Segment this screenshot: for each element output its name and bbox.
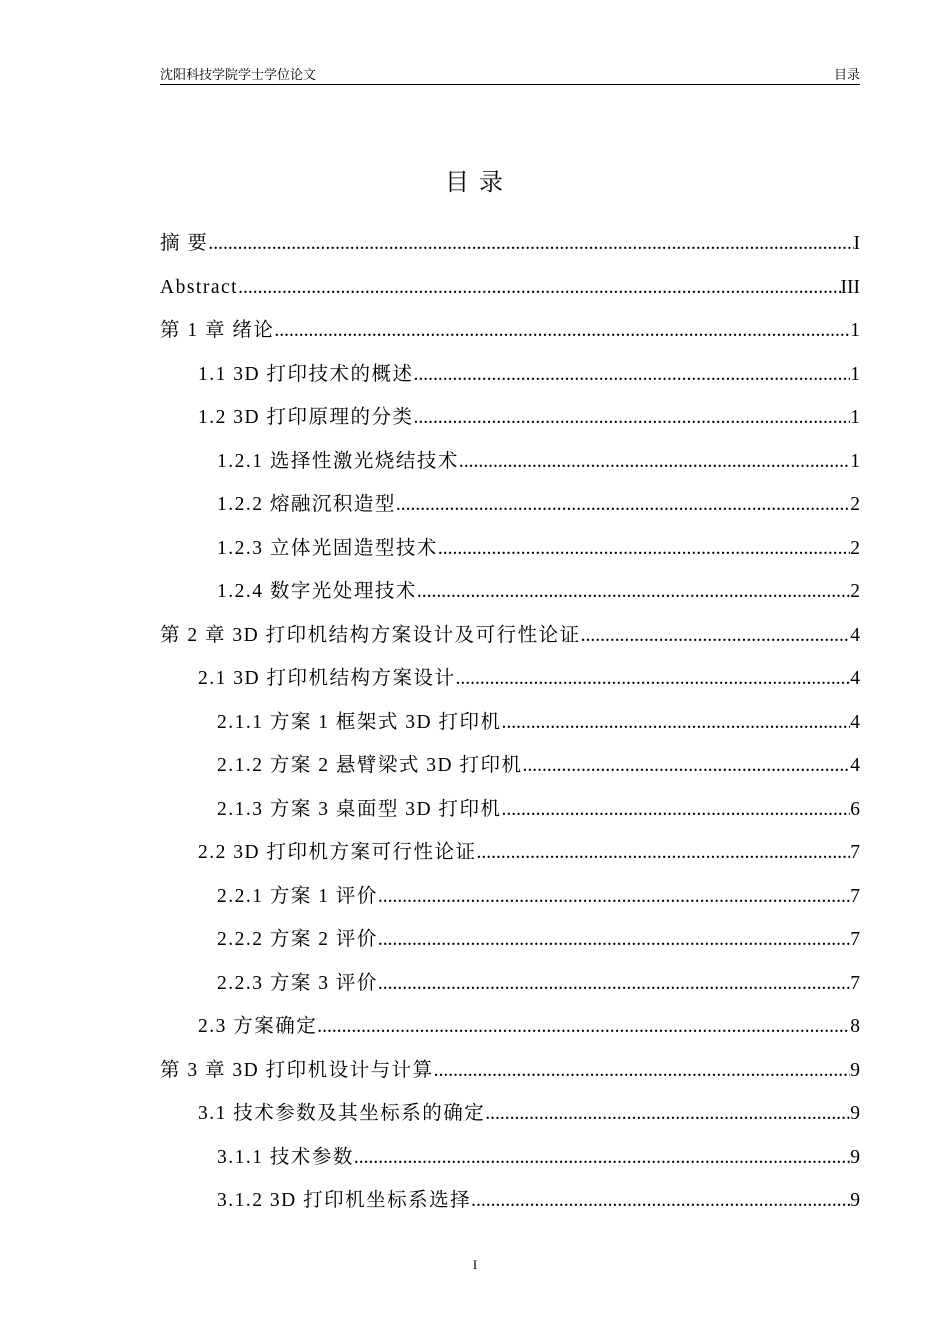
toc-entry-page: 4 (850, 711, 860, 733)
toc-entry-title: 2.3 方案确定 (198, 1016, 318, 1037)
toc-entry-page: 7 (850, 972, 860, 994)
toc-entry-page: 1 (850, 450, 860, 472)
toc-entry-page: 1 (850, 320, 860, 341)
toc-entry-title: 第 3 章 3D 打印机设计与计算 (160, 1059, 434, 1081)
toc-entry[interactable] (160, 918, 860, 962)
toc-entry[interactable] (160, 788, 860, 832)
toc-entry-title: 摘 要 (160, 233, 209, 254)
table-of-contents (160, 222, 860, 1223)
toc-leader-dots (485, 1092, 850, 1136)
toc-entry[interactable] (160, 266, 860, 310)
toc-leader-dots (471, 1179, 850, 1223)
toc-leader-dots (354, 1136, 850, 1180)
toc-entry-title: 2.2 3D 打印机方案可行性论证 (198, 842, 477, 863)
toc-entry[interactable] (160, 440, 860, 484)
toc-entry-title: 2.1.3 方案 3 桌面型 3D 打印机 (217, 798, 502, 820)
toc-entry-title: 1.2.4 数字光处理技术 (217, 581, 417, 602)
toc-entry-page: 1 (850, 407, 860, 428)
toc-entry[interactable] (160, 1005, 860, 1049)
toc-entry-page: 2 (850, 581, 860, 602)
toc-entry-title: 2.1.1 方案 1 框架式 3D 打印机 (217, 711, 502, 733)
toc-entry-page: I (853, 233, 860, 254)
toc-entry-title: 2.2.2 方案 2 评价 (217, 929, 378, 950)
toc-entry-title: 1.1 3D 打印技术的概述 (198, 363, 414, 385)
toc-entry-page: III (840, 276, 860, 298)
toc-leader-dots (501, 701, 850, 745)
toc-entry[interactable] (160, 396, 860, 440)
toc-entry[interactable] (160, 222, 860, 266)
toc-entry-page: 9 (850, 1190, 860, 1211)
toc-entry[interactable] (160, 1049, 860, 1093)
toc-leader-dots (413, 353, 850, 397)
toc-entry[interactable] (160, 527, 860, 571)
toc-entry-title: 2.2.1 方案 1 评价 (217, 885, 378, 907)
toc-leader-dots (501, 788, 850, 832)
toc-entry[interactable] (160, 1092, 860, 1136)
toc-leader-dots (459, 440, 850, 484)
toc-entry[interactable] (160, 309, 860, 353)
toc-entry[interactable] (160, 1136, 860, 1180)
toc-leader-dots (274, 309, 850, 353)
toc-leader-dots (317, 1005, 850, 1049)
toc-entry[interactable] (160, 1179, 860, 1223)
toc-entry[interactable] (160, 831, 860, 875)
toc-entry-title: 3.1.1 技术参数 (217, 1146, 354, 1168)
toc-leader-dots (476, 831, 850, 875)
toc-entry[interactable] (160, 353, 860, 397)
toc-leader-dots (378, 875, 850, 919)
toc-leader-dots (413, 396, 850, 440)
toc-entry[interactable] (160, 657, 860, 701)
toc-entry[interactable] (160, 875, 860, 919)
page-number: I (472, 1257, 478, 1272)
toc-entry-title: 1.2.3 立体光固造型技术 (217, 537, 438, 559)
toc-entry-page: 4 (850, 624, 860, 646)
toc-entry[interactable] (160, 483, 860, 527)
toc-leader-dots (417, 570, 850, 614)
toc-entry-page: 7 (850, 842, 860, 863)
toc-entry-page: 8 (850, 1016, 860, 1037)
toc-leader-dots (438, 527, 850, 571)
toc-entry-title: 1.2.1 选择性激光烧结技术 (217, 450, 459, 472)
toc-leader-dots (434, 1049, 851, 1093)
toc-leader-dots (396, 483, 850, 527)
toc-entry[interactable] (160, 614, 860, 658)
toc-entry-page: 9 (850, 1059, 860, 1081)
toc-entry-title: Abstract (160, 276, 239, 298)
toc-entry-page: 4 (850, 755, 860, 776)
toc-leader-dots (581, 614, 851, 658)
toc-entry[interactable] (160, 701, 860, 745)
page-header (160, 66, 860, 85)
toc-entry-title: 2.1 3D 打印机结构方案设计 (198, 668, 456, 689)
toc-entry-page: 7 (850, 929, 860, 950)
toc-entry-title: 2.2.3 方案 3 评价 (217, 972, 378, 994)
toc-entry-title: 1.2 3D 打印原理的分类 (198, 407, 414, 428)
toc-entry-title: 3.1.2 3D 打印机坐标系选择 (217, 1190, 472, 1211)
toc-leader-dots (378, 962, 850, 1006)
toc-entry-title: 1.2.2 熔融沉积造型 (217, 494, 396, 515)
toc-entry-page: 9 (850, 1103, 860, 1124)
toc-entry-page: 1 (850, 363, 860, 385)
toc-leader-dots (455, 657, 850, 701)
toc-entry-title: 第 1 章 绪论 (160, 320, 275, 341)
toc-entry-title: 第 2 章 3D 打印机结构方案设计及可行性论证 (160, 624, 581, 646)
toc-entry-page: 7 (850, 885, 860, 907)
toc-entry-page: 2 (850, 537, 860, 559)
toc-leader-dots (522, 744, 850, 788)
toc-entry-title: 2.1.2 方案 2 悬臂梁式 3D 打印机 (217, 755, 523, 776)
toc-entry-page: 2 (850, 494, 860, 515)
toc-entry-page: 6 (850, 798, 860, 820)
header-thesis-title: 沈阳科技学院学士学位论文 (160, 67, 317, 82)
toc-entry-page: 9 (850, 1146, 860, 1168)
toc-entry[interactable] (160, 570, 860, 614)
toc-entry-page: 4 (850, 668, 860, 689)
toc-leader-dots (378, 918, 850, 962)
toc-entry[interactable] (160, 962, 860, 1006)
toc-leader-dots (208, 222, 853, 266)
toc-entry-title: 3.1 技术参数及其坐标系的确定 (198, 1103, 486, 1124)
toc-leader-dots (238, 266, 840, 310)
toc-title: 目 录 (445, 170, 505, 196)
header-section-name: 目录 (833, 67, 860, 82)
toc-entry[interactable] (160, 744, 860, 788)
